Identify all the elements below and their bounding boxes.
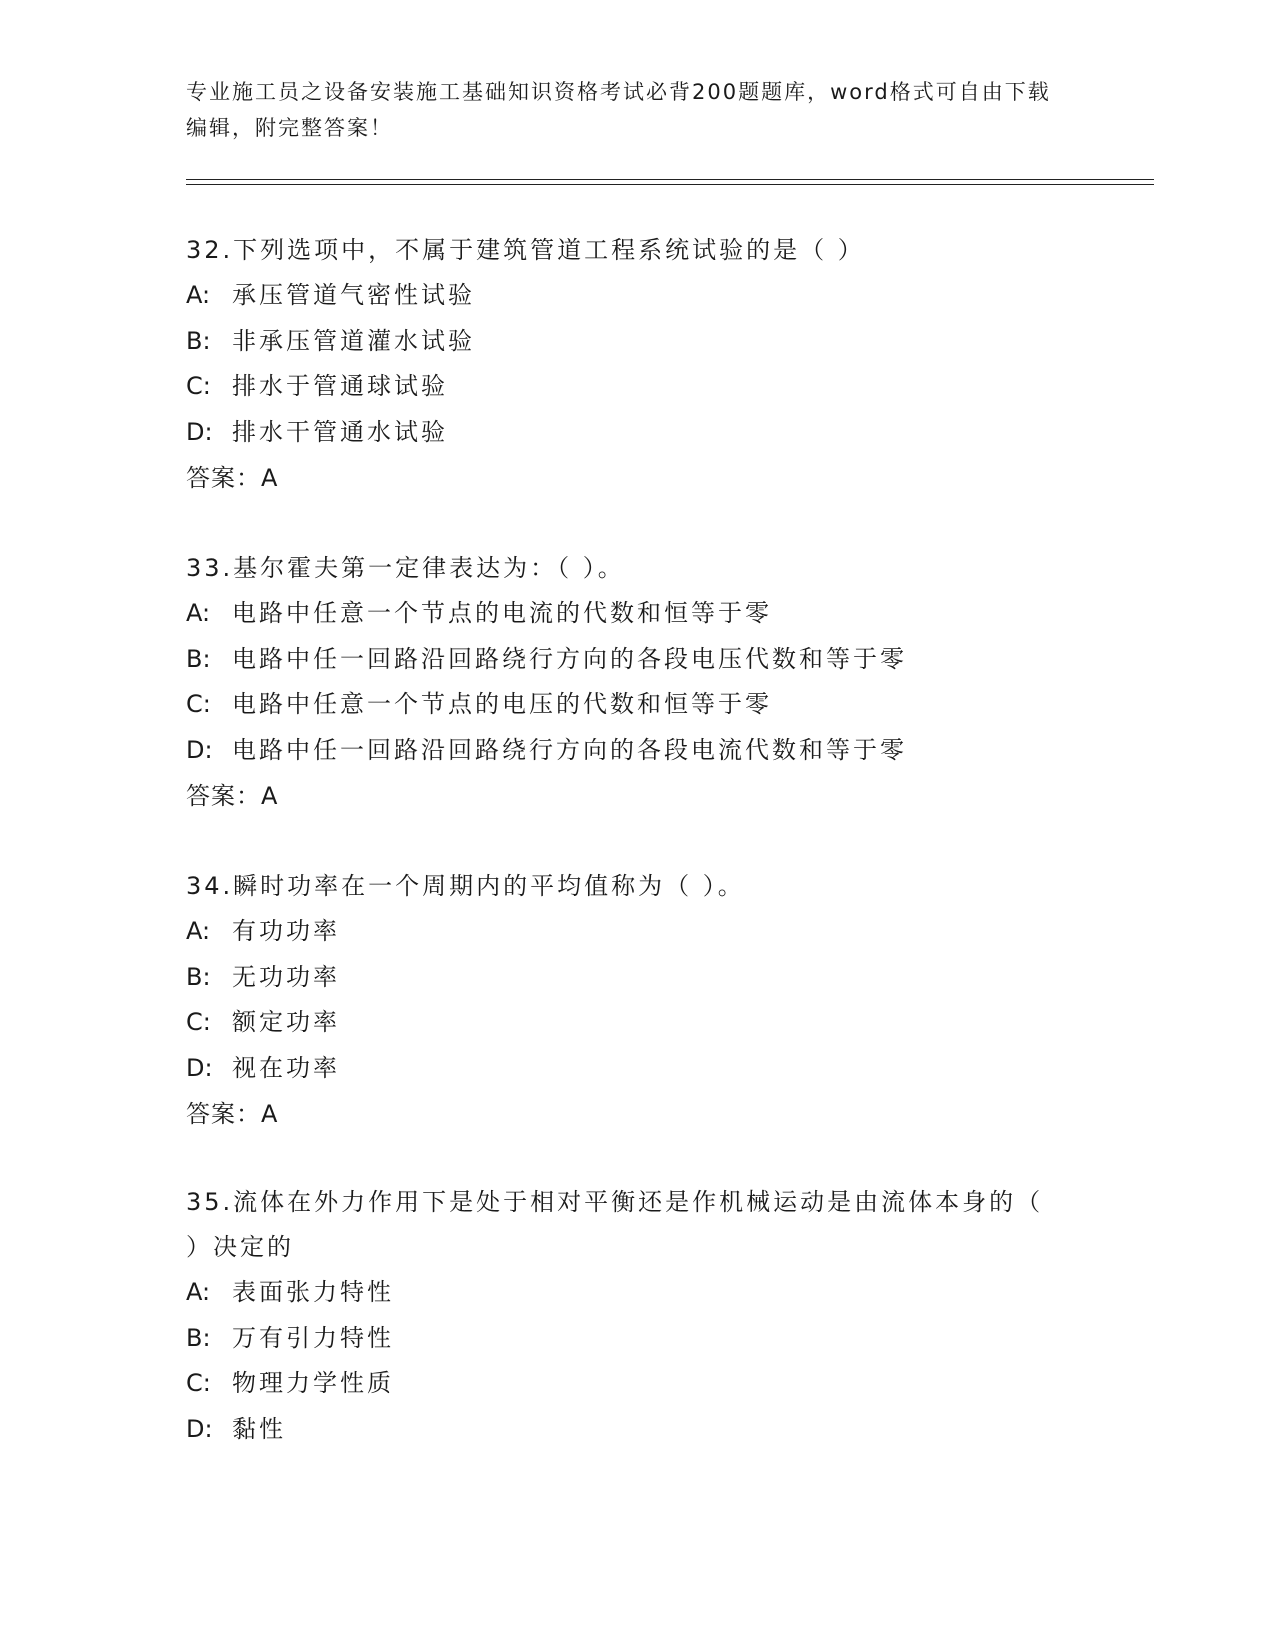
option-b bbox=[186, 1316, 1086, 1362]
option-b bbox=[186, 955, 1086, 1001]
option-d bbox=[186, 728, 1086, 774]
option-text: 有功功率 bbox=[232, 917, 340, 945]
question-text: 32.下列选项中，不属于建筑管道工程系统试验的是（ ） bbox=[186, 236, 865, 264]
option-letter: C: bbox=[186, 1008, 211, 1036]
option-text: 万有引力特性 bbox=[232, 1323, 394, 1352]
option-letter: D: bbox=[186, 735, 213, 764]
option-text: 非承压管道灌水试验 bbox=[232, 326, 475, 355]
option-letter: A: bbox=[186, 917, 211, 945]
option-d bbox=[186, 1407, 1086, 1453]
option-letter: B: bbox=[186, 644, 211, 673]
option-a bbox=[186, 1270, 1086, 1316]
option-text: 无功功率 bbox=[232, 962, 340, 991]
option-letter: D: bbox=[186, 417, 213, 446]
option-a bbox=[186, 909, 1086, 955]
option-c bbox=[186, 1361, 1086, 1407]
option-text: 电路中任意一个节点的电流的代数和恒等于零 bbox=[232, 599, 772, 627]
option-c bbox=[186, 1000, 1086, 1046]
question-text: 35.流体在外力作用下是处于相对平衡还是作机械运动是由流体本身的（ ）决定的 bbox=[186, 1188, 1044, 1261]
option-d bbox=[186, 410, 1086, 456]
option-text: 视在功率 bbox=[232, 1053, 340, 1082]
question-33 bbox=[186, 546, 1086, 819]
answer: 答案：A bbox=[186, 1100, 279, 1128]
option-letter: C: bbox=[186, 372, 211, 400]
option-letter: D: bbox=[186, 1414, 213, 1443]
option-text: 黏性 bbox=[232, 1414, 286, 1443]
option-text: 电路中任意一个节点的电压的代数和恒等于零 bbox=[232, 690, 772, 718]
option-letter: A: bbox=[186, 1278, 211, 1306]
option-text: 排水于管通球试验 bbox=[232, 372, 448, 400]
document-header: 专业施工员之设备安装施工基础知识资格考试必背200题题库，word格式可自由下载编辑，附完整答案！ bbox=[186, 80, 1051, 140]
option-letter: A: bbox=[186, 281, 211, 309]
option-text: 排水干管通水试验 bbox=[232, 417, 448, 446]
option-c bbox=[186, 682, 1086, 728]
option-a bbox=[186, 273, 1086, 319]
option-letter: B: bbox=[186, 1323, 211, 1352]
option-text: 电路中任一回路沿回路绕行方向的各段电流代数和等于零 bbox=[232, 735, 907, 764]
option-letter: B: bbox=[186, 326, 211, 355]
option-d bbox=[186, 1046, 1086, 1092]
option-a bbox=[186, 591, 1086, 637]
answer: 答案：A bbox=[186, 464, 279, 492]
option-c bbox=[186, 364, 1086, 410]
option-text: 承压管道气密性试验 bbox=[232, 281, 475, 309]
question-35 bbox=[186, 1180, 1086, 1452]
answer: 答案：A bbox=[186, 782, 279, 810]
option-letter: D: bbox=[186, 1053, 213, 1082]
question-text: 33.基尔霍夫第一定律表达为：（ ）。 bbox=[186, 554, 625, 582]
option-letter: C: bbox=[186, 1369, 211, 1397]
option-letter: B: bbox=[186, 962, 211, 991]
option-b bbox=[186, 319, 1086, 365]
option-text: 电路中任一回路沿回路绕行方向的各段电压代数和等于零 bbox=[232, 644, 907, 673]
option-letter: C: bbox=[186, 690, 211, 718]
option-text: 额定功率 bbox=[232, 1008, 340, 1036]
question-32 bbox=[186, 228, 1086, 501]
option-text: 表面张力特性 bbox=[232, 1278, 394, 1306]
option-text: 物理力学性质 bbox=[232, 1369, 394, 1397]
header-divider-top bbox=[186, 179, 1154, 180]
question-34 bbox=[186, 864, 1086, 1137]
header-divider-bottom bbox=[186, 184, 1154, 185]
option-letter: A: bbox=[186, 599, 211, 627]
question-text: 34.瞬时功率在一个周期内的平均值称为（ ）。 bbox=[186, 872, 745, 900]
option-b bbox=[186, 637, 1086, 683]
